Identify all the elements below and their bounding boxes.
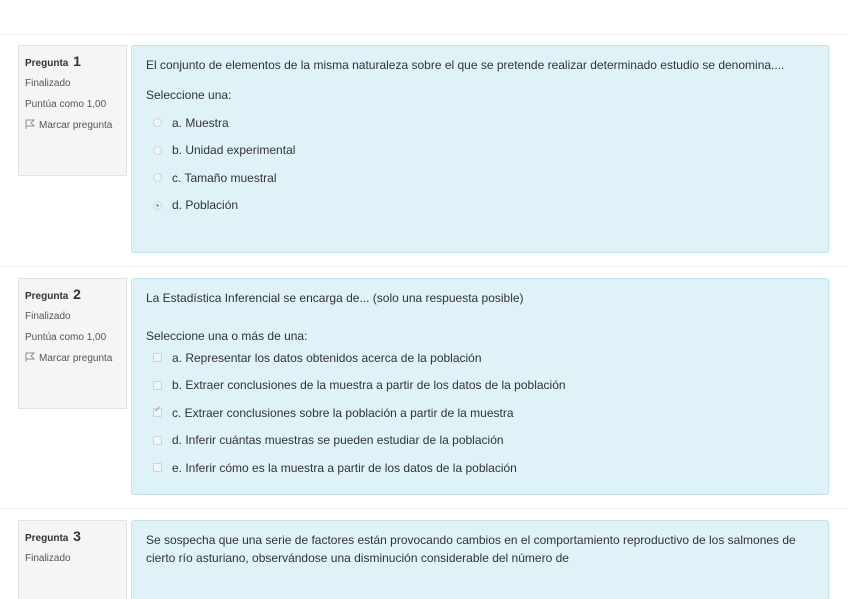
question-label: Pregunta — [25, 291, 69, 302]
question-number-3 — [25, 529, 126, 546]
answer-label: a. Muestra — [172, 115, 229, 130]
answer-option[interactable] — [146, 137, 814, 165]
question-info-3 — [18, 520, 127, 599]
answer-option[interactable] — [146, 164, 814, 192]
question-label: Pregunta — [25, 58, 69, 69]
checkbox[interactable] — [153, 463, 162, 472]
answer-prompt: Seleccione una: — [146, 88, 232, 102]
question-state: Finalizado — [25, 311, 71, 322]
question-grade: Puntúa como 1,00 — [25, 332, 107, 343]
question-info-2 — [18, 278, 127, 409]
answer-label: b. Extraer conclusiones de la muestra a partir de los datos de la población — [172, 378, 566, 393]
checkbox[interactable] — [153, 353, 162, 362]
answer-list — [146, 344, 814, 482]
checkbox[interactable] — [153, 381, 162, 390]
answer-prompt: Seleccione una o más de una: — [146, 329, 308, 343]
question-content-3 — [131, 520, 829, 599]
question-number-value: 2 — [73, 286, 81, 302]
answer-option[interactable] — [146, 192, 814, 220]
flag-question-label: Marcar pregunta — [39, 120, 113, 131]
answer-label: e. Inferir cómo es la muestra a partir de los datos de la población — [172, 460, 517, 475]
question-text: El conjunto de elementos de la misma naturaleza sobre el que se pretende realizar determinado estudio se denomina.... — [146, 58, 785, 72]
answer-label: d. Población — [172, 198, 239, 213]
answer-label: a. Representar los datos obtenidos acerca de la población — [172, 350, 482, 365]
answer-option[interactable] — [146, 109, 814, 137]
question-grade: Puntúa como 1,00 — [25, 99, 107, 110]
flag-icon — [25, 352, 35, 362]
question-divider — [0, 508, 848, 509]
question-state: Finalizado — [25, 553, 71, 564]
question-content-1 — [131, 45, 829, 253]
question-state: Finalizado — [25, 78, 71, 89]
question-text: Se sospecha que una serie de factores están provocando cambios en el comportamiento reproductivo de los salmones de cierto río asturiano, observándose una disminución considerable del número de — [146, 533, 796, 565]
answer-list — [146, 109, 814, 219]
radio-button[interactable] — [153, 118, 162, 127]
answer-option[interactable] — [146, 454, 814, 482]
checkbox[interactable] — [153, 436, 162, 445]
radio-button-selected[interactable] — [153, 201, 162, 210]
answer-option[interactable] — [146, 372, 814, 400]
top-divider — [0, 34, 848, 35]
answer-label: c. Tamaño muestral — [172, 170, 277, 185]
checkbox-checked[interactable] — [153, 408, 162, 417]
question-number-1 — [25, 54, 126, 71]
flag-question-button[interactable] — [25, 119, 126, 133]
answer-option[interactable] — [146, 399, 814, 427]
answer-option[interactable] — [146, 344, 814, 372]
answer-label: d. Inferir cuántas muestras se pueden estudiar de la población — [172, 433, 504, 448]
answer-label: c. Extraer conclusiones sobre la población a partir de la muestra — [172, 405, 514, 420]
answer-label: b. Unidad experimental — [172, 143, 296, 158]
flag-question-button[interactable] — [25, 352, 126, 366]
question-text: La Estadística Inferencial se encarga de... (solo una respuesta posible) — [146, 291, 524, 305]
question-content-2 — [131, 278, 829, 495]
question-info-1 — [18, 45, 127, 176]
question-number-2 — [25, 287, 126, 304]
radio-button[interactable] — [153, 146, 162, 155]
flag-question-label: Marcar pregunta — [39, 353, 113, 364]
question-number-value: 1 — [73, 53, 81, 69]
question-label: Pregunta — [25, 533, 69, 544]
flag-icon — [25, 119, 35, 129]
radio-button[interactable] — [153, 173, 162, 182]
question-number-value: 3 — [73, 528, 81, 544]
question-divider — [0, 266, 848, 267]
answer-option[interactable] — [146, 427, 814, 455]
